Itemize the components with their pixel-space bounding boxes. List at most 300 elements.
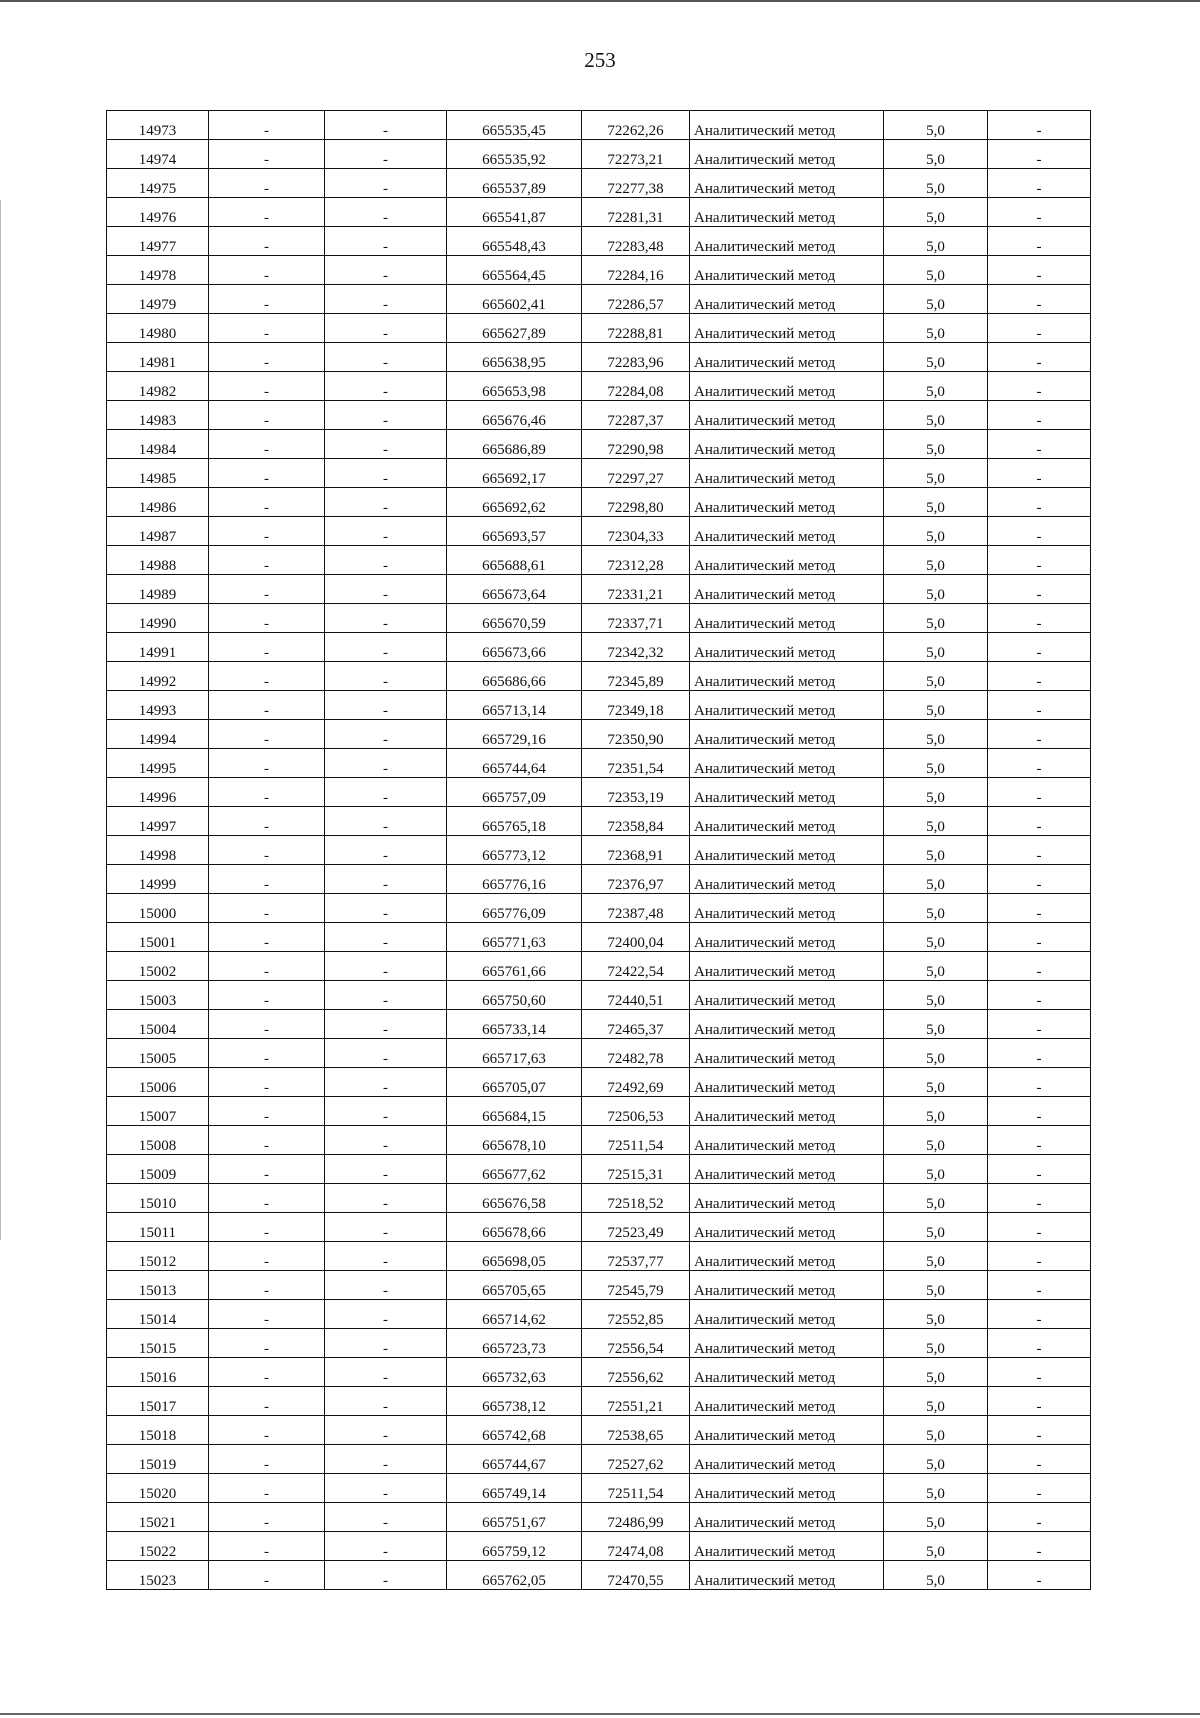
- y-coordinate-cell: 72551,21: [582, 1387, 690, 1416]
- y-coordinate-cell: 72465,37: [582, 1010, 690, 1039]
- empty-column-3-cell: -: [325, 1184, 447, 1213]
- accuracy-cell: 5,0: [884, 1155, 988, 1184]
- accuracy-cell: 5,0: [884, 749, 988, 778]
- empty-column-3-cell: -: [325, 1039, 447, 1068]
- method-cell: Аналитический метод: [690, 778, 884, 807]
- accuracy-cell: 5,0: [884, 430, 988, 459]
- x-coordinate-cell: 665564,45: [447, 256, 582, 285]
- empty-column-2-cell: -: [209, 575, 325, 604]
- empty-column-3-cell: -: [325, 691, 447, 720]
- point-number-cell: 15005: [107, 1039, 209, 1068]
- y-coordinate-cell: 72283,96: [582, 343, 690, 372]
- table-row: [107, 691, 1091, 720]
- method-cell: Аналитический метод: [690, 865, 884, 894]
- empty-column-3-cell: -: [325, 1532, 447, 1561]
- method-cell: Аналитический метод: [690, 1445, 884, 1474]
- empty-column-8-cell: -: [988, 1010, 1091, 1039]
- table-row: [107, 546, 1091, 575]
- table-row: [107, 1126, 1091, 1155]
- empty-column-2-cell: -: [209, 1010, 325, 1039]
- point-number-cell: 14993: [107, 691, 209, 720]
- method-cell: Аналитический метод: [690, 691, 884, 720]
- empty-column-8-cell: -: [988, 778, 1091, 807]
- table-row: [107, 1010, 1091, 1039]
- y-coordinate-cell: 72387,48: [582, 894, 690, 923]
- accuracy-cell: 5,0: [884, 111, 988, 140]
- empty-column-3-cell: -: [325, 1126, 447, 1155]
- x-coordinate-cell: 665676,46: [447, 401, 582, 430]
- x-coordinate-cell: 665684,15: [447, 1097, 582, 1126]
- table-row: [107, 1474, 1091, 1503]
- accuracy-cell: 5,0: [884, 459, 988, 488]
- table-row: [107, 343, 1091, 372]
- point-number-cell: 15016: [107, 1358, 209, 1387]
- empty-column-8-cell: -: [988, 1561, 1091, 1590]
- point-number-cell: 14991: [107, 633, 209, 662]
- empty-column-3-cell: -: [325, 198, 447, 227]
- table-row: [107, 1213, 1091, 1242]
- table-row: [107, 1039, 1091, 1068]
- empty-column-2-cell: -: [209, 1300, 325, 1329]
- x-coordinate-cell: 665692,17: [447, 459, 582, 488]
- method-cell: Аналитический метод: [690, 1039, 884, 1068]
- method-cell: Аналитический метод: [690, 1561, 884, 1590]
- table-row: [107, 865, 1091, 894]
- method-cell: Аналитический метод: [690, 1097, 884, 1126]
- method-cell: Аналитический метод: [690, 1358, 884, 1387]
- point-number-cell: 14973: [107, 111, 209, 140]
- x-coordinate-cell: 665749,14: [447, 1474, 582, 1503]
- method-cell: Аналитический метод: [690, 111, 884, 140]
- accuracy-cell: 5,0: [884, 256, 988, 285]
- x-coordinate-cell: 665535,92: [447, 140, 582, 169]
- empty-column-3-cell: -: [325, 1242, 447, 1271]
- empty-column-3-cell: -: [325, 1097, 447, 1126]
- x-coordinate-cell: 665698,05: [447, 1242, 582, 1271]
- left-binding-edge: [0, 200, 1, 1240]
- empty-column-8-cell: -: [988, 1068, 1091, 1097]
- method-cell: Аналитический метод: [690, 633, 884, 662]
- x-coordinate-cell: 665693,57: [447, 517, 582, 546]
- y-coordinate-cell: 72515,31: [582, 1155, 690, 1184]
- y-coordinate-cell: 72331,21: [582, 575, 690, 604]
- empty-column-2-cell: -: [209, 1445, 325, 1474]
- table-row: [107, 1358, 1091, 1387]
- point-number-cell: 15020: [107, 1474, 209, 1503]
- accuracy-cell: 5,0: [884, 1532, 988, 1561]
- method-cell: Аналитический метод: [690, 517, 884, 546]
- empty-column-2-cell: -: [209, 256, 325, 285]
- x-coordinate-cell: 665732,63: [447, 1358, 582, 1387]
- table-row: [107, 488, 1091, 517]
- point-number-cell: 14980: [107, 314, 209, 343]
- table-row: [107, 778, 1091, 807]
- x-coordinate-cell: 665537,89: [447, 169, 582, 198]
- empty-column-2-cell: -: [209, 1039, 325, 1068]
- method-cell: Аналитический метод: [690, 285, 884, 314]
- empty-column-8-cell: -: [988, 604, 1091, 633]
- accuracy-cell: 5,0: [884, 1474, 988, 1503]
- empty-column-8-cell: -: [988, 836, 1091, 865]
- point-number-cell: 15018: [107, 1416, 209, 1445]
- empty-column-2-cell: -: [209, 952, 325, 981]
- y-coordinate-cell: 72527,62: [582, 1445, 690, 1474]
- empty-column-3-cell: -: [325, 923, 447, 952]
- point-number-cell: 15000: [107, 894, 209, 923]
- accuracy-cell: 5,0: [884, 546, 988, 575]
- table-row: [107, 1184, 1091, 1213]
- empty-column-3-cell: -: [325, 1387, 447, 1416]
- table-body: [107, 111, 1091, 1590]
- empty-column-2-cell: -: [209, 1474, 325, 1503]
- empty-column-8-cell: -: [988, 952, 1091, 981]
- accuracy-cell: 5,0: [884, 1561, 988, 1590]
- x-coordinate-cell: 665705,07: [447, 1068, 582, 1097]
- x-coordinate-cell: 665750,60: [447, 981, 582, 1010]
- method-cell: Аналитический метод: [690, 1474, 884, 1503]
- table-row: [107, 1387, 1091, 1416]
- empty-column-8-cell: -: [988, 1503, 1091, 1532]
- empty-column-3-cell: -: [325, 749, 447, 778]
- method-cell: Аналитический метод: [690, 720, 884, 749]
- empty-column-8-cell: -: [988, 1184, 1091, 1213]
- empty-column-3-cell: -: [325, 285, 447, 314]
- y-coordinate-cell: 72518,52: [582, 1184, 690, 1213]
- empty-column-3-cell: -: [325, 633, 447, 662]
- x-coordinate-cell: 665773,12: [447, 836, 582, 865]
- accuracy-cell: 5,0: [884, 1300, 988, 1329]
- point-number-cell: 14998: [107, 836, 209, 865]
- empty-column-2-cell: -: [209, 1561, 325, 1590]
- empty-column-2-cell: -: [209, 517, 325, 546]
- table-row: [107, 981, 1091, 1010]
- x-coordinate-cell: 665744,67: [447, 1445, 582, 1474]
- x-coordinate-cell: 665761,66: [447, 952, 582, 981]
- point-number-cell: 15003: [107, 981, 209, 1010]
- table-row: [107, 517, 1091, 546]
- y-coordinate-cell: 72262,26: [582, 111, 690, 140]
- accuracy-cell: 5,0: [884, 691, 988, 720]
- empty-column-8-cell: -: [988, 1532, 1091, 1561]
- table-row: [107, 401, 1091, 430]
- x-coordinate-cell: 665776,16: [447, 865, 582, 894]
- x-coordinate-cell: 665653,98: [447, 372, 582, 401]
- y-coordinate-cell: 72376,97: [582, 865, 690, 894]
- empty-column-3-cell: -: [325, 1068, 447, 1097]
- empty-column-8-cell: -: [988, 1416, 1091, 1445]
- accuracy-cell: 5,0: [884, 343, 988, 372]
- empty-column-8-cell: -: [988, 662, 1091, 691]
- empty-column-3-cell: -: [325, 1445, 447, 1474]
- table-row: [107, 720, 1091, 749]
- table-row: [107, 1068, 1091, 1097]
- empty-column-8-cell: -: [988, 981, 1091, 1010]
- empty-column-8-cell: -: [988, 488, 1091, 517]
- point-number-cell: 15019: [107, 1445, 209, 1474]
- empty-column-2-cell: -: [209, 198, 325, 227]
- method-cell: Аналитический метод: [690, 1387, 884, 1416]
- empty-column-3-cell: -: [325, 604, 447, 633]
- empty-column-2-cell: -: [209, 1532, 325, 1561]
- table-row: [107, 140, 1091, 169]
- accuracy-cell: 5,0: [884, 140, 988, 169]
- empty-column-2-cell: -: [209, 343, 325, 372]
- method-cell: Аналитический метод: [690, 981, 884, 1010]
- accuracy-cell: 5,0: [884, 314, 988, 343]
- x-coordinate-cell: 665757,09: [447, 778, 582, 807]
- empty-column-3-cell: -: [325, 256, 447, 285]
- table-row: [107, 1416, 1091, 1445]
- empty-column-3-cell: -: [325, 1474, 447, 1503]
- point-number-cell: 14977: [107, 227, 209, 256]
- empty-column-2-cell: -: [209, 1271, 325, 1300]
- x-coordinate-cell: 665759,12: [447, 1532, 582, 1561]
- table-row: [107, 575, 1091, 604]
- accuracy-cell: 5,0: [884, 1387, 988, 1416]
- method-cell: Аналитический метод: [690, 923, 884, 952]
- x-coordinate-cell: 665602,41: [447, 285, 582, 314]
- table-row: [107, 198, 1091, 227]
- accuracy-cell: 5,0: [884, 807, 988, 836]
- empty-column-8-cell: -: [988, 256, 1091, 285]
- y-coordinate-cell: 72353,19: [582, 778, 690, 807]
- empty-column-8-cell: -: [988, 1358, 1091, 1387]
- empty-column-2-cell: -: [209, 546, 325, 575]
- method-cell: Аналитический метод: [690, 401, 884, 430]
- empty-column-8-cell: -: [988, 314, 1091, 343]
- accuracy-cell: 5,0: [884, 778, 988, 807]
- empty-column-2-cell: -: [209, 1126, 325, 1155]
- method-cell: Аналитический метод: [690, 1300, 884, 1329]
- method-cell: Аналитический метод: [690, 140, 884, 169]
- accuracy-cell: 5,0: [884, 1010, 988, 1039]
- x-coordinate-cell: 665771,63: [447, 923, 582, 952]
- y-coordinate-cell: 72297,27: [582, 459, 690, 488]
- method-cell: Аналитический метод: [690, 227, 884, 256]
- empty-column-3-cell: -: [325, 720, 447, 749]
- method-cell: Аналитический метод: [690, 546, 884, 575]
- point-number-cell: 14974: [107, 140, 209, 169]
- table-row: [107, 894, 1091, 923]
- empty-column-2-cell: -: [209, 836, 325, 865]
- point-number-cell: 15009: [107, 1155, 209, 1184]
- table-row: [107, 1271, 1091, 1300]
- accuracy-cell: 5,0: [884, 198, 988, 227]
- y-coordinate-cell: 72556,62: [582, 1358, 690, 1387]
- y-coordinate-cell: 72277,38: [582, 169, 690, 198]
- empty-column-8-cell: -: [988, 1474, 1091, 1503]
- point-number-cell: 14988: [107, 546, 209, 575]
- table-row: [107, 430, 1091, 459]
- y-coordinate-cell: 72351,54: [582, 749, 690, 778]
- point-number-cell: 14990: [107, 604, 209, 633]
- x-coordinate-cell: 665705,65: [447, 1271, 582, 1300]
- accuracy-cell: 5,0: [884, 488, 988, 517]
- x-coordinate-cell: 665733,14: [447, 1010, 582, 1039]
- y-coordinate-cell: 72470,55: [582, 1561, 690, 1590]
- table-row: [107, 459, 1091, 488]
- method-cell: Аналитический метод: [690, 836, 884, 865]
- point-number-cell: 15015: [107, 1329, 209, 1358]
- empty-column-3-cell: -: [325, 343, 447, 372]
- y-coordinate-cell: 72545,79: [582, 1271, 690, 1300]
- accuracy-cell: 5,0: [884, 1068, 988, 1097]
- table-row: [107, 1242, 1091, 1271]
- method-cell: Аналитический метод: [690, 1329, 884, 1358]
- accuracy-cell: 5,0: [884, 1271, 988, 1300]
- point-number-cell: 14983: [107, 401, 209, 430]
- point-number-cell: 15021: [107, 1503, 209, 1532]
- empty-column-2-cell: -: [209, 1213, 325, 1242]
- x-coordinate-cell: 665678,66: [447, 1213, 582, 1242]
- empty-column-2-cell: -: [209, 459, 325, 488]
- empty-column-8-cell: -: [988, 227, 1091, 256]
- accuracy-cell: 5,0: [884, 169, 988, 198]
- point-number-cell: 14989: [107, 575, 209, 604]
- point-number-cell: 14981: [107, 343, 209, 372]
- method-cell: Аналитический метод: [690, 1068, 884, 1097]
- point-number-cell: 14992: [107, 662, 209, 691]
- method-cell: Аналитический метод: [690, 430, 884, 459]
- empty-column-8-cell: -: [988, 691, 1091, 720]
- empty-column-3-cell: -: [325, 1329, 447, 1358]
- method-cell: Аналитический метод: [690, 575, 884, 604]
- empty-column-3-cell: -: [325, 981, 447, 1010]
- empty-column-3-cell: -: [325, 1416, 447, 1445]
- empty-column-3-cell: -: [325, 1300, 447, 1329]
- empty-column-2-cell: -: [209, 923, 325, 952]
- empty-column-8-cell: -: [988, 1387, 1091, 1416]
- accuracy-cell: 5,0: [884, 836, 988, 865]
- y-coordinate-cell: 72422,54: [582, 952, 690, 981]
- empty-column-8-cell: -: [988, 285, 1091, 314]
- table-row: [107, 807, 1091, 836]
- empty-column-8-cell: -: [988, 1213, 1091, 1242]
- empty-column-2-cell: -: [209, 1155, 325, 1184]
- point-number-cell: 14987: [107, 517, 209, 546]
- empty-column-3-cell: -: [325, 1503, 447, 1532]
- point-number-cell: 14996: [107, 778, 209, 807]
- table-row: [107, 1503, 1091, 1532]
- point-number-cell: 14997: [107, 807, 209, 836]
- y-coordinate-cell: 72345,89: [582, 662, 690, 691]
- empty-column-2-cell: -: [209, 691, 325, 720]
- accuracy-cell: 5,0: [884, 1039, 988, 1068]
- point-number-cell: 15017: [107, 1387, 209, 1416]
- table-row: [107, 952, 1091, 981]
- empty-column-3-cell: -: [325, 169, 447, 198]
- point-number-cell: 14994: [107, 720, 209, 749]
- empty-column-2-cell: -: [209, 314, 325, 343]
- method-cell: Аналитический метод: [690, 1532, 884, 1561]
- table-row: [107, 256, 1091, 285]
- empty-column-2-cell: -: [209, 1387, 325, 1416]
- accuracy-cell: 5,0: [884, 1358, 988, 1387]
- empty-column-2-cell: -: [209, 1184, 325, 1213]
- point-number-cell: 14995: [107, 749, 209, 778]
- point-number-cell: 15013: [107, 1271, 209, 1300]
- y-coordinate-cell: 72288,81: [582, 314, 690, 343]
- x-coordinate-cell: 665742,68: [447, 1416, 582, 1445]
- accuracy-cell: 5,0: [884, 1097, 988, 1126]
- method-cell: Аналитический метод: [690, 198, 884, 227]
- table-row: [107, 604, 1091, 633]
- y-coordinate-cell: 72556,54: [582, 1329, 690, 1358]
- y-coordinate-cell: 72273,21: [582, 140, 690, 169]
- point-number-cell: 14978: [107, 256, 209, 285]
- accuracy-cell: 5,0: [884, 1242, 988, 1271]
- empty-column-8-cell: -: [988, 807, 1091, 836]
- x-coordinate-cell: 665762,05: [447, 1561, 582, 1590]
- table-row: [107, 1445, 1091, 1474]
- x-coordinate-cell: 665776,09: [447, 894, 582, 923]
- table-row: [107, 111, 1091, 140]
- empty-column-3-cell: -: [325, 140, 447, 169]
- empty-column-2-cell: -: [209, 1097, 325, 1126]
- x-coordinate-cell: 665548,43: [447, 227, 582, 256]
- y-coordinate-cell: 72284,08: [582, 372, 690, 401]
- empty-column-8-cell: -: [988, 140, 1091, 169]
- y-coordinate-cell: 72552,85: [582, 1300, 690, 1329]
- empty-column-8-cell: -: [988, 198, 1091, 227]
- empty-column-8-cell: -: [988, 1445, 1091, 1474]
- method-cell: Аналитический метод: [690, 894, 884, 923]
- x-coordinate-cell: 665678,10: [447, 1126, 582, 1155]
- table-row: [107, 285, 1091, 314]
- empty-column-2-cell: -: [209, 749, 325, 778]
- y-coordinate-cell: 72523,49: [582, 1213, 690, 1242]
- table-row: [107, 372, 1091, 401]
- table-row: [107, 1532, 1091, 1561]
- y-coordinate-cell: 72342,32: [582, 633, 690, 662]
- method-cell: Аналитический метод: [690, 169, 884, 198]
- empty-column-2-cell: -: [209, 778, 325, 807]
- y-coordinate-cell: 72337,71: [582, 604, 690, 633]
- x-coordinate-cell: 665541,87: [447, 198, 582, 227]
- empty-column-3-cell: -: [325, 575, 447, 604]
- accuracy-cell: 5,0: [884, 952, 988, 981]
- point-number-cell: 15004: [107, 1010, 209, 1039]
- empty-column-2-cell: -: [209, 140, 325, 169]
- accuracy-cell: 5,0: [884, 227, 988, 256]
- empty-column-3-cell: -: [325, 1155, 447, 1184]
- empty-column-3-cell: -: [325, 807, 447, 836]
- x-coordinate-cell: 665729,16: [447, 720, 582, 749]
- empty-column-8-cell: -: [988, 923, 1091, 952]
- table-row: [107, 1561, 1091, 1590]
- method-cell: Аналитический метод: [690, 1184, 884, 1213]
- empty-column-8-cell: -: [988, 111, 1091, 140]
- point-number-cell: 14979: [107, 285, 209, 314]
- table-row: [107, 662, 1091, 691]
- empty-column-3-cell: -: [325, 546, 447, 575]
- empty-column-8-cell: -: [988, 343, 1091, 372]
- y-coordinate-cell: 72312,28: [582, 546, 690, 575]
- empty-column-2-cell: -: [209, 981, 325, 1010]
- empty-column-3-cell: -: [325, 488, 447, 517]
- method-cell: Аналитический метод: [690, 314, 884, 343]
- x-coordinate-cell: 665638,95: [447, 343, 582, 372]
- point-number-cell: 15002: [107, 952, 209, 981]
- bottom-scan-edge: [0, 1713, 1200, 1715]
- x-coordinate-cell: 665688,61: [447, 546, 582, 575]
- coordinates-table: [106, 110, 1091, 1590]
- empty-column-2-cell: -: [209, 372, 325, 401]
- accuracy-cell: 5,0: [884, 604, 988, 633]
- point-number-cell: 14999: [107, 865, 209, 894]
- empty-column-2-cell: -: [209, 1503, 325, 1532]
- empty-column-2-cell: -: [209, 169, 325, 198]
